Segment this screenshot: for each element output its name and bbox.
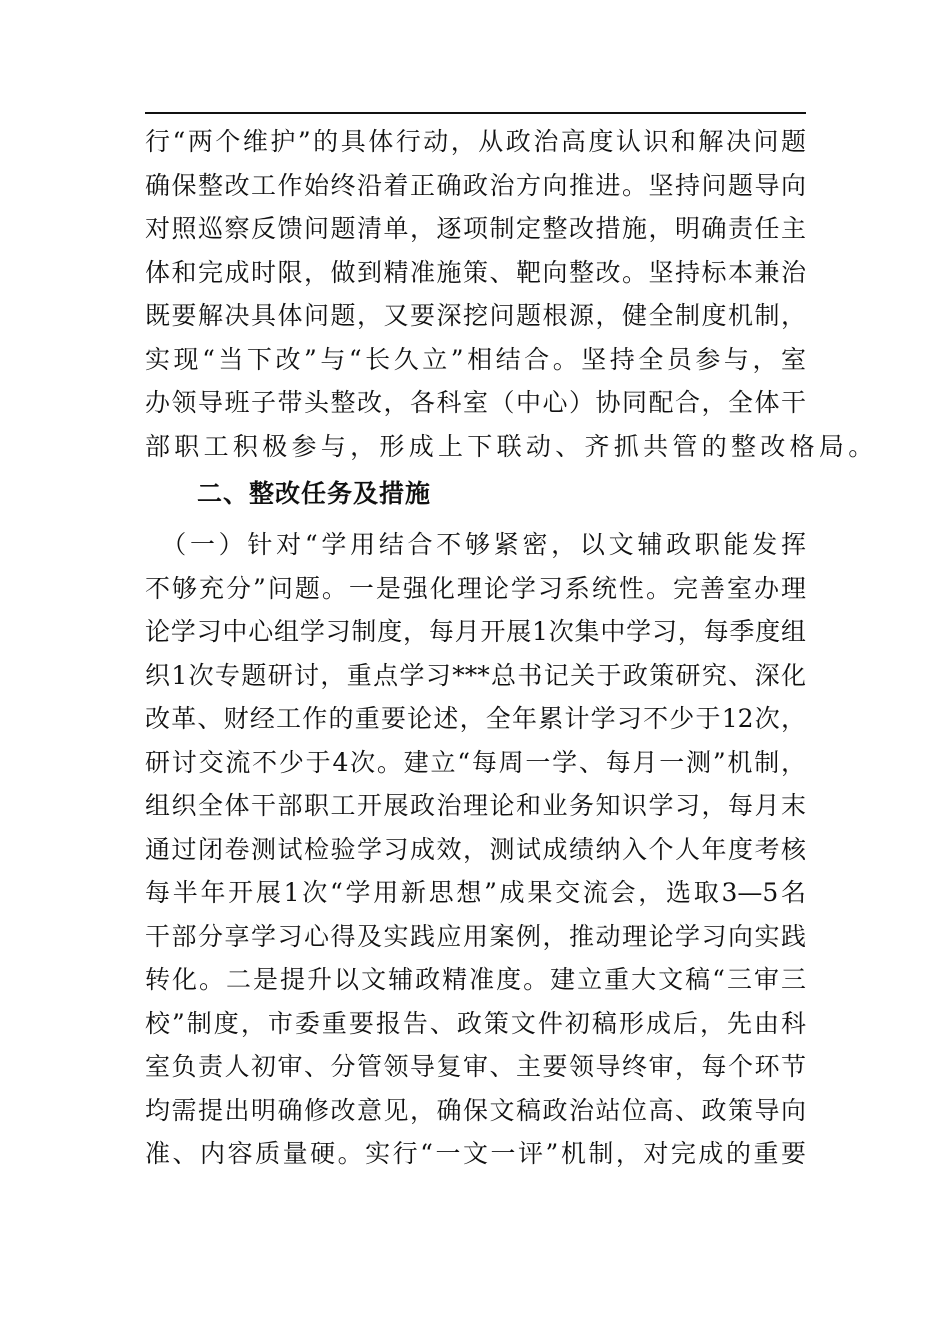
text-line: 行“两个维护”的具体行动，从政治高度认识和解决问题 (145, 127, 806, 156)
section-heading: 二、整改任务及措施 (197, 479, 432, 508)
text-line: （一）针对“学用结合不够紧密，以文辅政职能发挥 (145, 530, 806, 559)
text-line: 部职工积极参与，形成上下联动、齐抓共管的整改格局。 (145, 431, 878, 461)
text-line: 干部分享学习心得及实践应用案例，推动理论学习向实践 (145, 921, 806, 951)
text-line: 不够充分”问题。一是强化理论学习系统性。完善室办理 (145, 573, 806, 603)
text-line: 织1次专题研讨，重点学习***总书记关于政策研究、深化 (145, 660, 806, 690)
text-line: 准、内容质量硬。实行“一文一评”机制，对完成的重要 (145, 1139, 806, 1168)
text-line: 论学习中心组学习制度，每月开展1次集中学习，每季度组 (145, 617, 806, 646)
text-line: 对照巡察反馈问题清单，逐项制定整改措施，明确责任主 (145, 214, 806, 243)
text-line: 实现“当下改”与“长久立”相结合。坚持全员参与，室 (145, 344, 806, 374)
paragraph-tasks (145, 523, 806, 1176)
text-line: 校”制度，市委重要报告、政策文件初稿形成后，先由科 (145, 1008, 806, 1038)
text-line: 室负责人初审、分管领导复审、主要领导终审，每个环节 (145, 1052, 806, 1081)
header-rule (145, 112, 806, 114)
text-line: 通过闭卷测试检验学习成效，测试成绩纳入个人年度考核 (145, 834, 806, 864)
text-line: 改革、财经工作的重要论述，全年累计学习不少于12次， (145, 704, 806, 733)
text-line: 既要解决具体问题，又要深挖问题根源，健全制度机制， (145, 301, 806, 330)
text-line: 转化。二是提升以文辅政精准度。建立重大文稿“三审三 (145, 965, 806, 994)
paragraph-principles (145, 120, 878, 468)
text-line: 均需提出明确修改意见，确保文稿政治站位高、政策导向 (145, 1095, 806, 1125)
text-line: 每半年开展1次“学用新思想”成果交流会，选取3—5名 (145, 878, 806, 907)
text-line: 组织全体干部职工开展政治理论和业务知识学习，每月末 (145, 791, 806, 820)
text-line: 体和完成时限，做到精准施策、靶向整改。坚持标本兼治 (145, 257, 806, 287)
text-line: 确保整改工作始终沿着正确政治方向推进。坚持问题导向 (145, 170, 806, 200)
text-line: 研讨交流不少于4次。建立“每周一学、每月一测”机制， (145, 747, 806, 777)
text-line: 办领导班子带头整改，各科室（中心）协同配合，全体干 (145, 388, 806, 417)
